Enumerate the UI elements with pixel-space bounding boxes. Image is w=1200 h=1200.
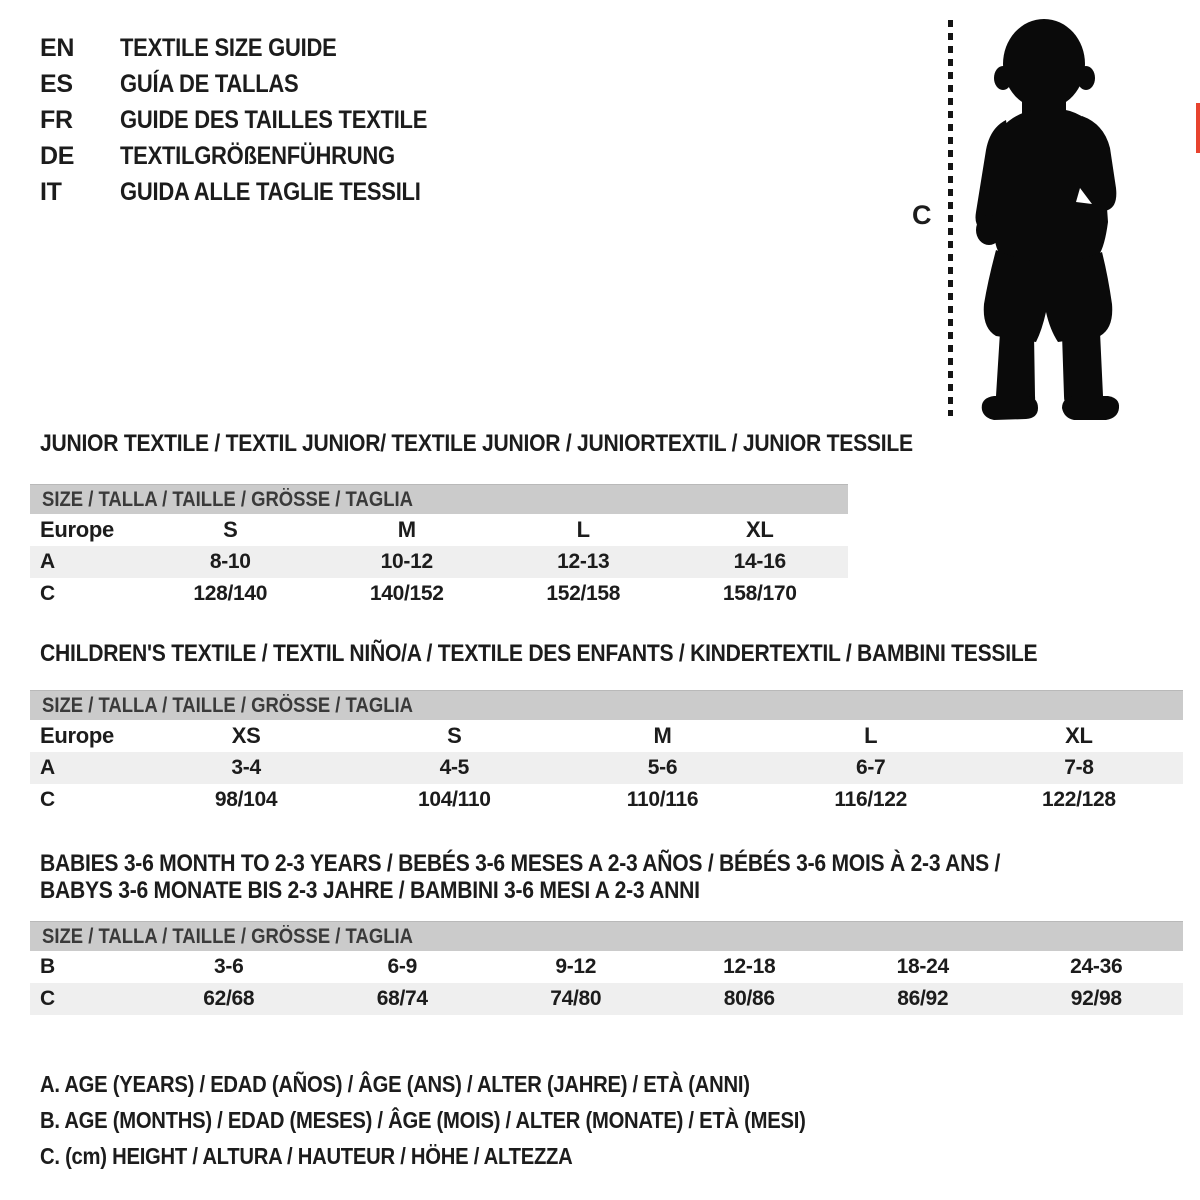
footnote-line [40,1066,910,1102]
table-cell: 3-6 [214,955,244,978]
size-header-bar [30,921,1183,951]
table-cell: 6-7 [855,756,886,779]
section-childrens-textile [30,640,1183,816]
table-cell: 24-36 [1070,955,1123,978]
table-cell: 74/80 [550,987,602,1010]
section-title: JUNIOR TEXTILE / TEXTIL JUNIOR/ TEXTILE JUNIOR / JUNIORTEXTIL / JUNIOR TESSILE [40,430,913,457]
table-cell: 6-9 [387,955,417,978]
section-title-line2: BABYS 3-6 MONATE BIS 2-3 JAHRE / BAMBINI 3-6 MESI A 2-3 ANNI [40,877,700,904]
table-header-row [30,720,1183,752]
table-cell: 116/122 [834,788,908,811]
table-cell: 158/170 [722,582,797,605]
table-cell: 128/140 [193,582,268,605]
height-dashed-line [948,20,953,416]
language-guide-title: TEXTILE SIZE GUIDE [120,33,337,62]
table-cell: 14-16 [733,550,786,573]
row-label: C [40,582,55,605]
footnote-line [40,1138,910,1174]
table-row [30,546,848,578]
size-header-bar [30,690,1183,720]
table-cell: 152/158 [546,582,621,605]
size-column-label: XL [1065,723,1093,748]
section-junior-textile [30,430,1032,610]
language-row [40,102,469,138]
size-header-bar [30,484,848,514]
region-column-label: Europe [40,517,114,542]
language-row [40,30,469,66]
table-cell: 92/98 [1070,987,1122,1010]
language-code: DE [40,141,75,170]
section-babies-textile [30,850,1183,1015]
babies-size-table [30,921,1183,1015]
table-row [30,752,1183,784]
table-cell: 18-24 [896,955,949,978]
region-column-label: Europe [40,723,114,748]
table-cell: 104/110 [417,788,491,811]
size-column-label: M [653,723,672,748]
size-column-label: XS [231,723,261,748]
table-cell: 80/86 [723,987,775,1010]
table-row [30,784,1183,816]
language-row [40,66,469,102]
table-row [30,983,1183,1015]
table-row [30,951,1183,983]
size-column-label: L [864,723,878,748]
table-cell: 5-6 [647,756,678,779]
row-label: C [40,987,55,1010]
section-title: CHILDREN'S TEXTILE / TEXTIL NIÑO/A / TEXTILE DES ENFANTS / KINDERTEXTIL / BAMBINI TESSILE [40,640,1038,667]
footnote-text: A. AGE (YEARS) / EDAD (AÑOS) / ÂGE (ANS) / ALTER (JAHRE) / ETÀ (ANNI) [40,1070,750,1097]
childrens-size-table [30,690,1183,816]
language-code: FR [40,105,73,134]
language-code: IT [40,177,62,206]
language-code: ES [40,69,73,98]
height-measure-label: C [912,200,932,230]
footnote-text: C. (cm) HEIGHT / ALTURA / HAUTEUR / HÖHE / ALTEZZA [40,1142,573,1169]
table-cell: 68/74 [376,987,428,1010]
footnotes [40,1066,910,1174]
size-header-label: SIZE / TALLA / TAILLE / GRÖSSE / TAGLIA [42,693,413,717]
language-guide-title: TEXTILGRÖßENFÜHRUNG [120,141,395,170]
size-column-label: S [447,723,462,748]
size-column-label: S [223,517,238,542]
table-cell: 10-12 [380,550,433,573]
language-guide-title: GUIDA ALLE TAGLIE TESSILI [120,177,421,206]
language-row [40,138,469,174]
row-label: C [40,788,55,811]
language-row [40,174,469,210]
toddler-silhouette-icon [962,12,1140,424]
footnote-line [40,1102,910,1138]
table-row [30,578,848,610]
footnote-text: B. AGE (MONTHS) / EDAD (MESES) / ÂGE (MOIS) / ALTER (MONATE) / ETÀ (MESI) [40,1106,806,1133]
table-header-row [30,514,848,546]
table-cell: 3-4 [231,756,261,779]
row-label: A [40,756,55,779]
language-code: EN [40,33,75,62]
table-cell: 7-8 [1064,756,1094,779]
table-cell: 140/152 [369,582,444,605]
row-label: A [40,550,55,573]
table-cell: 110/116 [626,788,699,811]
table-cell: 86/92 [897,987,949,1010]
section-title: BABIES 3-6 MONTH TO 2-3 YEARS / BEBÉS 3-6 MESES A 2-3 AÑOS / BÉBÉS 3-6 MOIS À 2-3 ANS / [40,850,1001,877]
size-column-label: XL [745,517,774,542]
edge-red-mark [1196,103,1200,153]
table-cell: 122/128 [1042,788,1116,811]
table-cell: 4-5 [439,756,470,779]
table-cell: 62/68 [203,987,255,1010]
language-guide-title: GUIDE DES TAILLES TEXTILE [120,105,428,134]
table-cell: 98/104 [214,788,278,811]
size-column-label: M [397,517,416,542]
measurement-figure [900,0,1200,430]
table-cell: 12-13 [557,550,610,573]
table-cell: 12-18 [723,955,776,978]
language-title-list [40,30,469,210]
table-cell: 9-12 [555,955,597,978]
size-header-label: SIZE / TALLA / TAILLE / GRÖSSE / TAGLIA [42,487,413,511]
table-cell: 8-10 [209,550,251,573]
junior-size-table [30,484,848,610]
row-label: B [40,955,55,978]
language-guide-title: GUÍA DE TALLAS [120,69,299,98]
size-column-label: L [576,517,590,542]
size-header-label: SIZE / TALLA / TAILLE / GRÖSSE / TAGLIA [42,924,413,948]
